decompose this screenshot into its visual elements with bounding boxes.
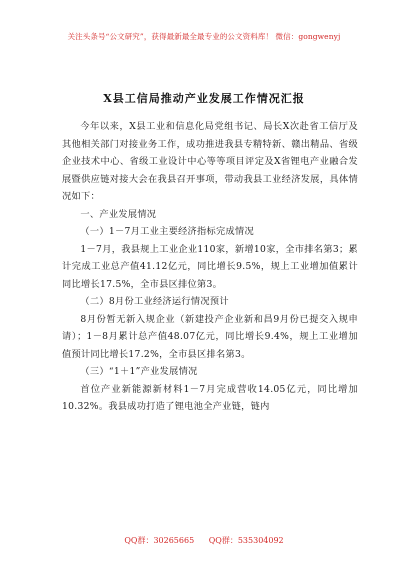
body-paragraph: 8月份暂无新入规企业（新建投产企业新和昌9月份已提交入规申请）；1－8月累计总产值48.07亿元，同比增长9.4%，规上工业增加值预计同比增长17.2%，全市县区排名第3。	[62, 313, 358, 360]
body-paragraph: 首位产业新能源新材料1－7月完成营收14.05亿元，同比增加10.32%。我县成功打造了锂电池全产业链，链内	[62, 383, 358, 412]
footer-contact	[0, 535, 408, 546]
subsection-heading: （二）8月份工业经济运行情况预计	[80, 296, 229, 307]
body-paragraph: 1－7月，我县规上工业企业110家，新增10家，全市排名第3；累计完成工业总产值41.12亿元，同比增长9.5%，规上工业增加值累计同比增长17.5%，全市县区排位第3。	[62, 243, 358, 290]
subsection-heading: （三）“1＋1”产业发展情况	[80, 366, 198, 377]
subsection-heading: （一）1－7月工业主要经济指标完成情况	[80, 226, 254, 237]
document-body	[62, 118, 358, 416]
body-paragraph: 今年以来，X县工业和信息化局党组书记、局长X次赴省工信厅及其他相关部门对接业务工作，成功推进我县专精特新、赣出精品、省级企业技术中心、省级工业设计中心等等项目评定及X省锂电产业融合发展暨供应链对接大会在我县召开事项，带动我县工业经济发展，具体情况如下：	[62, 121, 358, 202]
document-title: X县工信局推动产业发展工作情况汇报	[103, 92, 305, 105]
qq-group-2: QQ群：535304092	[208, 536, 284, 545]
section-heading: 一、产业发展情况	[80, 208, 157, 220]
qq-group-1: QQ群：30265665	[124, 536, 195, 545]
header-note: 关注头条号“公文研究”，获得最新最全最专业的公文资料库！ 微信：gongwenyj	[67, 32, 341, 41]
